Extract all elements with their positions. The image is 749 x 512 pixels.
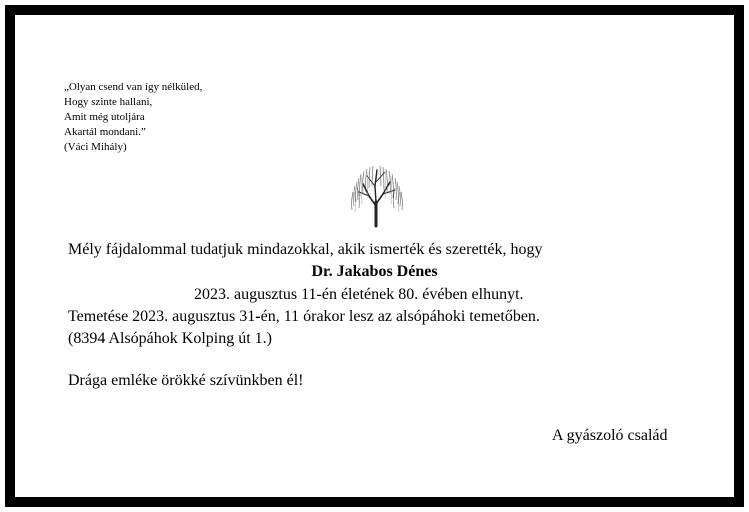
poem-author: (Váci Mihály) xyxy=(64,141,127,153)
signature-text: A gyászoló család xyxy=(552,427,668,444)
funeral-text-dash: - xyxy=(255,308,261,325)
weeping-willow-icon xyxy=(345,162,409,228)
address-text: (8394 Alsópáhok Kolping út 1.) xyxy=(68,330,272,347)
poem-line: Hogy szinte hallani, xyxy=(64,96,153,108)
poem-quote xyxy=(64,80,202,155)
poem-line: „Olyan csend van így nélküled, xyxy=(64,81,203,93)
deceased-name: Dr. Jakabos Dénes xyxy=(311,263,438,280)
funeral-text-part: én, 11 órakor lesz az alsópáhoki temetőben. xyxy=(260,308,540,325)
death-date-text: 2023. augusztus 11-én életének 80. évében elhunyt. xyxy=(194,286,524,303)
funeral-text xyxy=(68,306,540,328)
intro-text: Mély fájdalommal tudatjuk mindazokkal, akik ismerték és szerették, hogy xyxy=(68,241,543,258)
poem-line: Amit még utoljára xyxy=(64,111,145,123)
poem-line: Akartál mondani.” xyxy=(64,126,146,138)
memory-text: Drága emléke örökké szívünkben él! xyxy=(68,372,304,389)
funeral-text-part: Temetése 2023. augusztus 31 xyxy=(68,308,256,325)
